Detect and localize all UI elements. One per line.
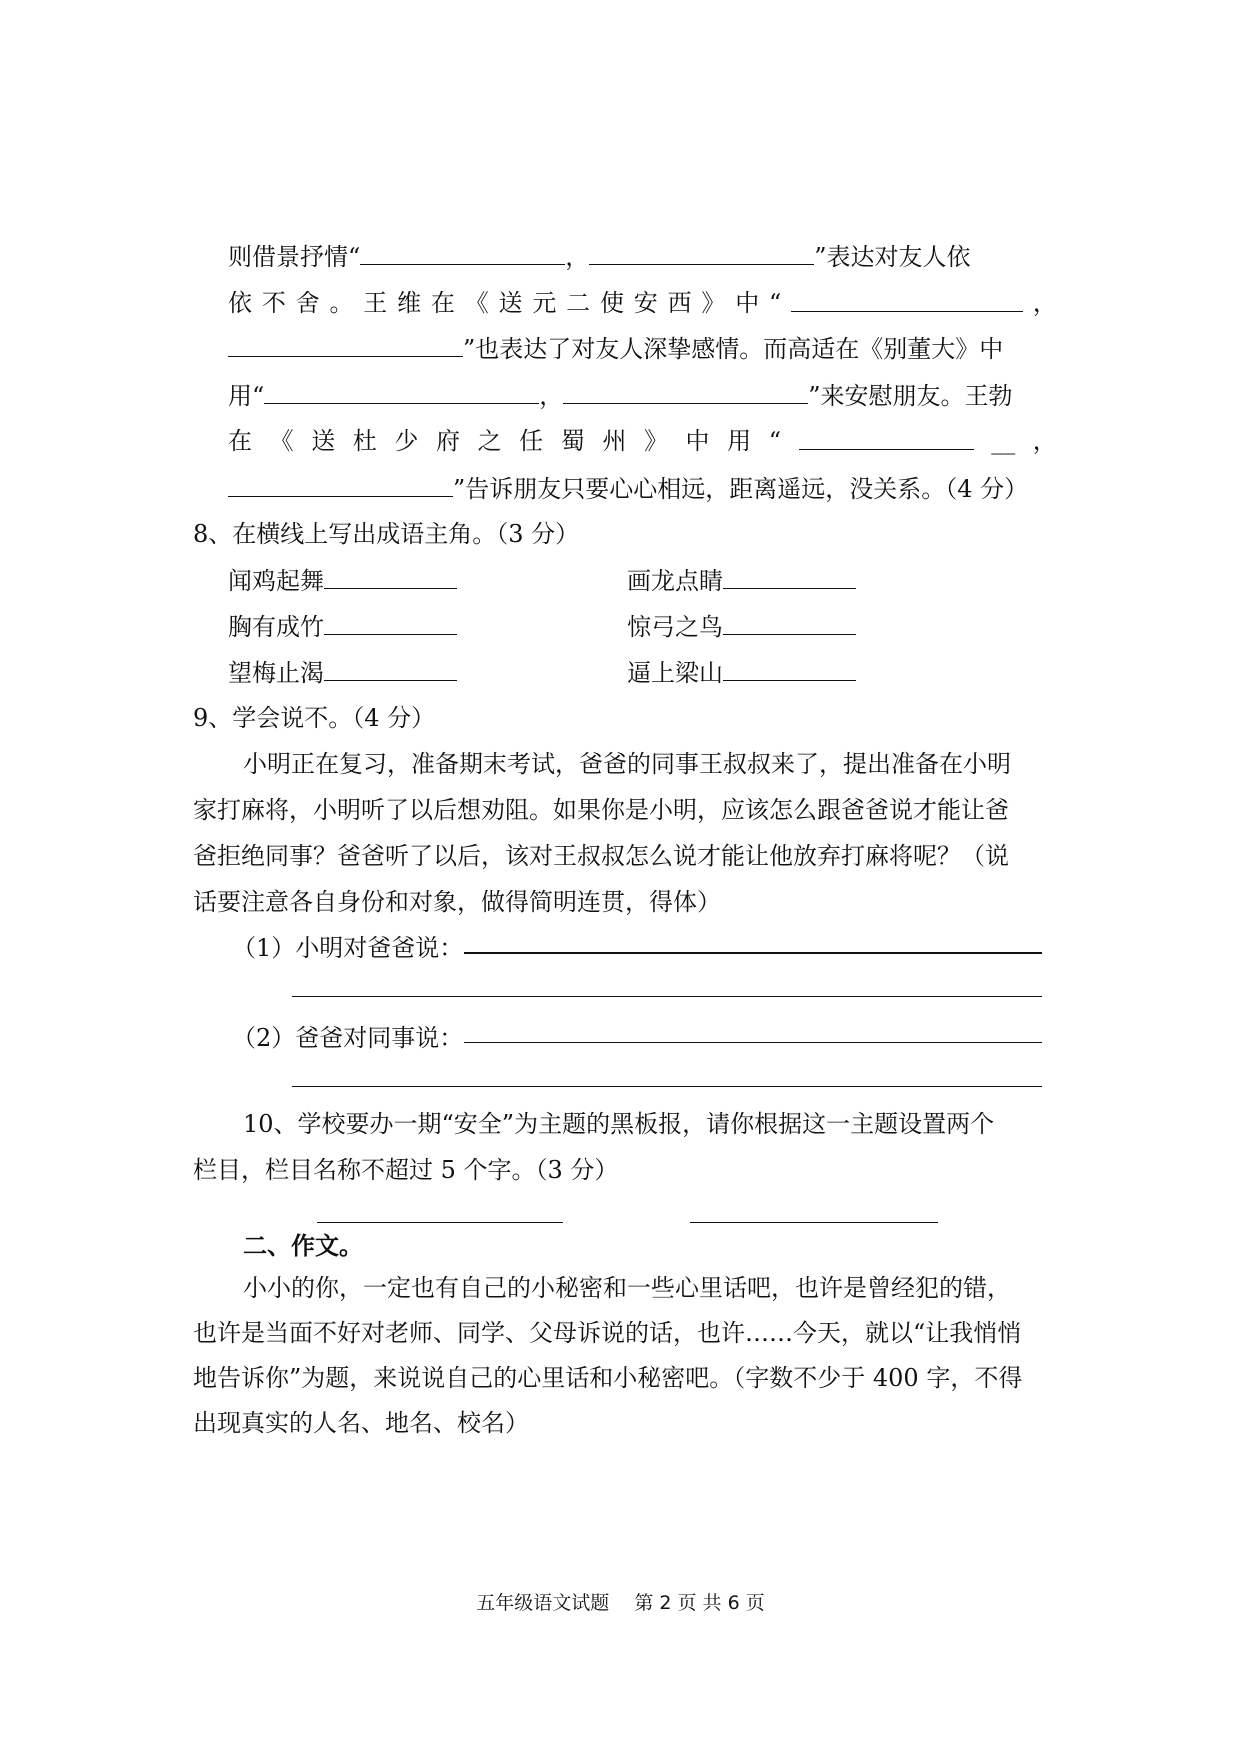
char: 。 [329,289,354,317]
char: 任 [519,427,544,455]
char: 中 [685,427,710,455]
q7-text: ”告诉朋友只要心心相远，距离遥远，没关系。（4 分） [453,475,1029,503]
q7-line-5 [228,425,1057,457]
char: 西 [667,289,692,317]
char: 二 [566,289,591,317]
char: 维 [397,289,422,317]
q7-text: ”来安慰朋友。王勃 [808,382,1013,410]
answer-line[interactable] [317,1222,563,1223]
essay-para-line: 小小的你，一定也有自己的小秘密和一些心里话吧，也许是曾经犯的错， [243,1274,1011,1302]
answer-blank[interactable] [563,379,808,404]
q9-sub2-label: （2）爸爸对同事说： [232,1024,464,1052]
char: 之 [477,427,502,455]
q7-text: 则借景抒情“ [228,243,361,271]
char: 府 [435,427,460,455]
q7-line-3 [228,332,1003,365]
answer-line[interactable] [464,1042,1042,1043]
idiom-item [627,656,856,689]
answer-blank[interactable] [723,564,856,589]
q7-text: ”表达对友人依 [814,243,971,271]
char: 送 [498,289,523,317]
q7-text: ”也表达了对友人深挚感情。而高适在《别董大》中 [463,335,1004,363]
idiom-item [627,610,856,643]
answer-blank[interactable] [324,656,457,681]
answer-blank[interactable] [799,425,974,450]
q7-text: ， [539,382,564,410]
essay-para-line: 地告诉你”为题，来说说自己的心里话和小秘密吧。（字数不少于 400 字，不得 [193,1364,1023,1392]
char: 《 [269,427,294,455]
answer-line[interactable] [292,996,1042,997]
char: ， [1032,427,1057,455]
answer-blank[interactable] [723,610,856,635]
char: 中 [735,289,760,317]
char: 杜 [352,427,377,455]
essay-heading: 二、作文。 [243,1232,363,1260]
idiom-label: 闻鸡起舞 [228,567,324,595]
char: 使 [599,289,624,317]
char: 蜀 [560,427,585,455]
idiom-label: 逼上梁山 [627,659,723,687]
answer-blank[interactable] [264,379,539,404]
q9-title: 9、学会说不。（4 分） [193,704,436,732]
essay-para-line: 出现真实的人名、地名、校名） [193,1409,529,1437]
q9-sub1-label: （1）小明对爸爸说： [232,934,464,962]
answer-blank[interactable] [324,610,457,635]
char: ， [1032,289,1057,317]
q10-line-1: 10、学校要办一期“安全”为主题的黑板报，请你根据这一主题设置两个 [243,1110,995,1138]
idiom-label: 画龙点睛 [627,567,723,595]
essay-para-line: 也许是当面不好对老师、同学、父母诉说的话，也许……今天，就以“让我悄悄 [193,1319,1022,1347]
idiom-label: 惊弓之鸟 [627,613,723,641]
char: 》 [701,289,726,317]
q9-para-line: 话要注意各自身份和对象，做得简明连贯，得体） [193,888,721,916]
char: 依 [228,289,252,317]
idiom-item [627,564,856,597]
char: 用 [727,427,752,455]
q10-line-2: 栏目，栏目名称不超过 5 个字。（3 分） [193,1156,619,1184]
answer-blank[interactable] [228,332,463,357]
char: 《 [464,289,489,317]
q9-para-line: 小明正在复习，准备期末考试，爸爸的同事王叔叔来了，提出准备在小明 [243,750,1011,778]
page-footer: 五年级语文试题 第 2 页 共 6 页 [476,1592,765,1614]
idiom-item [228,564,457,597]
char: __ [991,427,1016,455]
char: 在 [228,427,252,455]
answer-blank[interactable] [589,240,814,265]
char: 》 [643,427,668,455]
char: 州 [602,427,627,455]
q8-title: 8、在横线上写出成语主角。（3 分） [193,520,580,548]
q7-line-4 [228,379,1013,412]
answer-blank[interactable] [360,240,565,265]
answer-line[interactable] [464,952,1042,954]
char: 少 [394,427,419,455]
idiom-item [228,610,457,643]
q7-text: ， [565,243,590,271]
char: 舍 [295,289,320,317]
char: 安 [633,289,658,317]
char: 王 [363,289,388,317]
char: 元 [532,289,557,317]
idiom-label: 胸有成竹 [228,613,324,641]
answer-line[interactable] [292,1086,1042,1087]
char: “ [768,427,781,455]
q9-para-line: 家打麻将，小明听了以后想劝阻。如果你是小明，应该怎么跟爸爸说才能让爸 [193,796,1009,824]
q7-text: 用“ [228,382,265,410]
char: 不 [261,289,286,317]
answer-blank[interactable] [324,564,457,589]
char: 送 [311,427,336,455]
answer-blank[interactable] [228,472,453,497]
q7-line-2 [228,287,1057,319]
char: 在 [430,289,455,317]
q7-line-1 [228,240,971,273]
q7-line-6 [228,472,1028,505]
answer-blank[interactable] [723,656,856,681]
idiom-item [228,656,457,689]
char: “ [769,289,782,317]
answer-line[interactable] [690,1222,938,1223]
answer-blank[interactable] [791,287,1023,312]
idiom-label: 望梅止渴 [228,659,324,687]
q9-para-line: 爸拒绝同事？爸爸听了以后，该对王叔叔怎么说才能让他放弃打麻将呢？（说 [193,842,1009,870]
